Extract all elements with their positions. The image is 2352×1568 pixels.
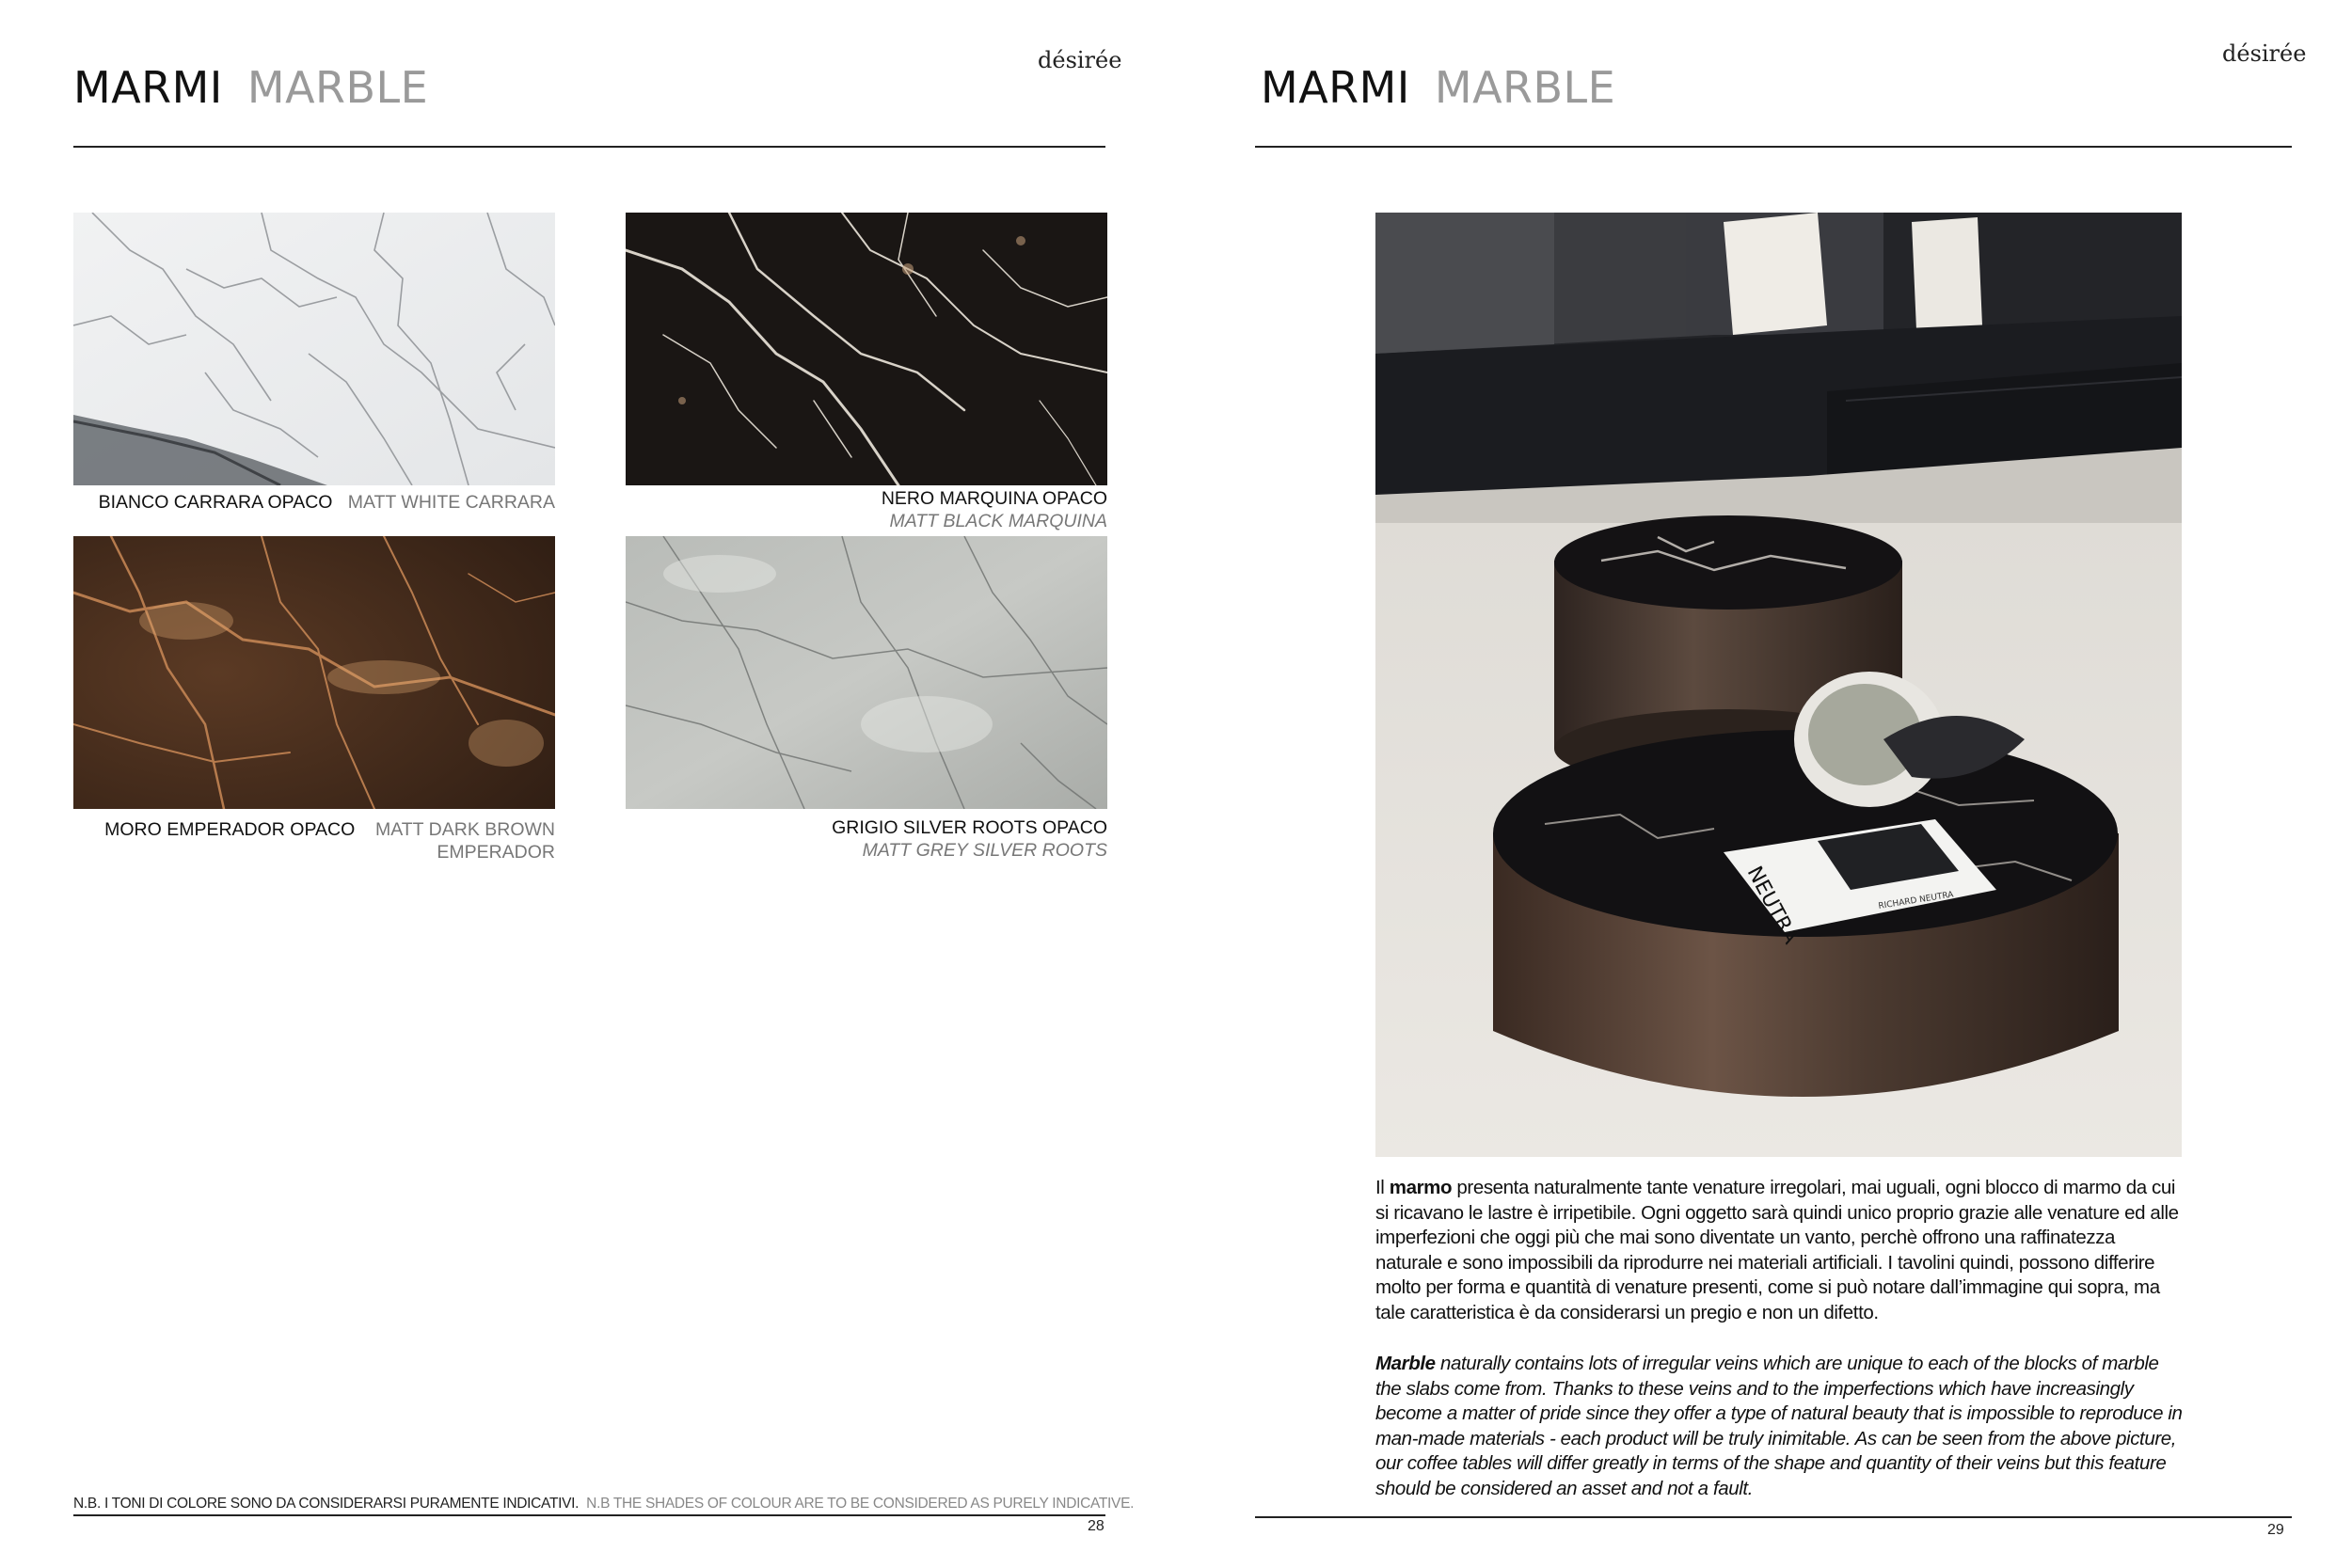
disclaimer-english: N.B THE SHADES OF COLOUR ARE TO BE CONSIDERED AS PURELY INDICATIVE. [586, 1496, 1135, 1512]
page-number: 29 [2267, 1522, 2284, 1538]
header-divider [1255, 146, 2292, 148]
page-title [73, 62, 428, 113]
swatch-moro-emperador [73, 536, 555, 809]
book-author: RICHARD NEUTRA [1877, 890, 1955, 911]
swatch-grigio-silver-roots [626, 536, 1107, 809]
caption-italian: NERO MARQUINA OPACO [881, 488, 1107, 509]
title-english: MARBLE [246, 62, 429, 113]
title-italian: MARMI [1261, 62, 1410, 113]
caption-italian: GRIGIO SILVER ROOTS OPACO [832, 817, 1107, 838]
description-english: Marble naturally contains lots of irregular veins which are unique to each of the blocks of marble the slabs come from. Thanks to these veins and to the imperfections which have increasingly become a matter of pride since they offer a type of natural beauty that is impossible to reproduce in man-made materials - each product will be truly inimitable. As can be seen from the above picture, our coffee tables will differ greatly in terms of the shape and quantity of their veins but this feature should be considered an asset and not a fault. [1375, 1353, 2183, 1499]
color-disclaimer [73, 1496, 1134, 1513]
brand-logo: désirée [1038, 47, 1122, 73]
right-page [1176, 0, 2352, 1568]
swatch-bianco-carrara [73, 213, 555, 485]
caption-english: MATT BLACK MARQUINA [889, 511, 1107, 531]
description-italian: Il marmo presenta naturalmente tante venature irregolari, mai uguali, ogni blocco di marmo da cui si ricavano le lastre è irripetibile. Ogni oggetto sarà quindi unico proprio grazie alle venature ed alle imperfezioni che oggi più che mai sono diventate un vanto, perchè offrono una raffinatezza naturale e sono impossibili da riprodurre nei materiali artificiali. I tavolini quindi, possono differire molto per forma e quantità di venature presenti, come si può notare dall’immagine qui sopra, ma tale caratteristica è da considerarsi un pregio e non un difetto. [1375, 1177, 2179, 1323]
page-title [1261, 62, 1615, 113]
swatch-caption-grigio-silver-roots [626, 816, 1107, 862]
swatch-caption-bianco-carrara [73, 491, 555, 514]
caption-english: MATT WHITE CARRARA [347, 492, 555, 513]
header-divider [73, 146, 1105, 148]
title-english: MARBLE [1434, 62, 1616, 113]
keyword-marble: Marble [1375, 1353, 1436, 1374]
caption-italian: BIANCO CARRARA OPACO [98, 492, 333, 513]
brand-logo: désirée [2222, 40, 2307, 67]
coffee-tables-photo [1375, 213, 2182, 1157]
book-title: NEUTRA [1741, 863, 1803, 948]
keyword-marmo: marmo [1389, 1177, 1453, 1198]
caption-english-line2: EMPERADOR [437, 842, 555, 863]
caption-english-line1: MATT DARK BROWN [374, 819, 555, 840]
swatch-nero-marquina [626, 213, 1107, 485]
caption-italian: MORO EMPERADOR OPACO [104, 819, 356, 840]
footer-divider [1255, 1516, 2292, 1518]
title-italian: MARMI [73, 62, 223, 113]
page-number: 28 [1088, 1518, 1104, 1534]
swatch-caption-nero-marquina [626, 487, 1107, 532]
caption-english: MATT GREY SILVER ROOTS [862, 840, 1107, 861]
disclaimer-italian: N.B. I TONI DI COLORE SONO DA CONSIDERARSI PURAMENTE INDICATIVI. [73, 1496, 580, 1512]
swatch-caption-moro-emperador [73, 818, 555, 863]
footer-divider [73, 1514, 1105, 1516]
